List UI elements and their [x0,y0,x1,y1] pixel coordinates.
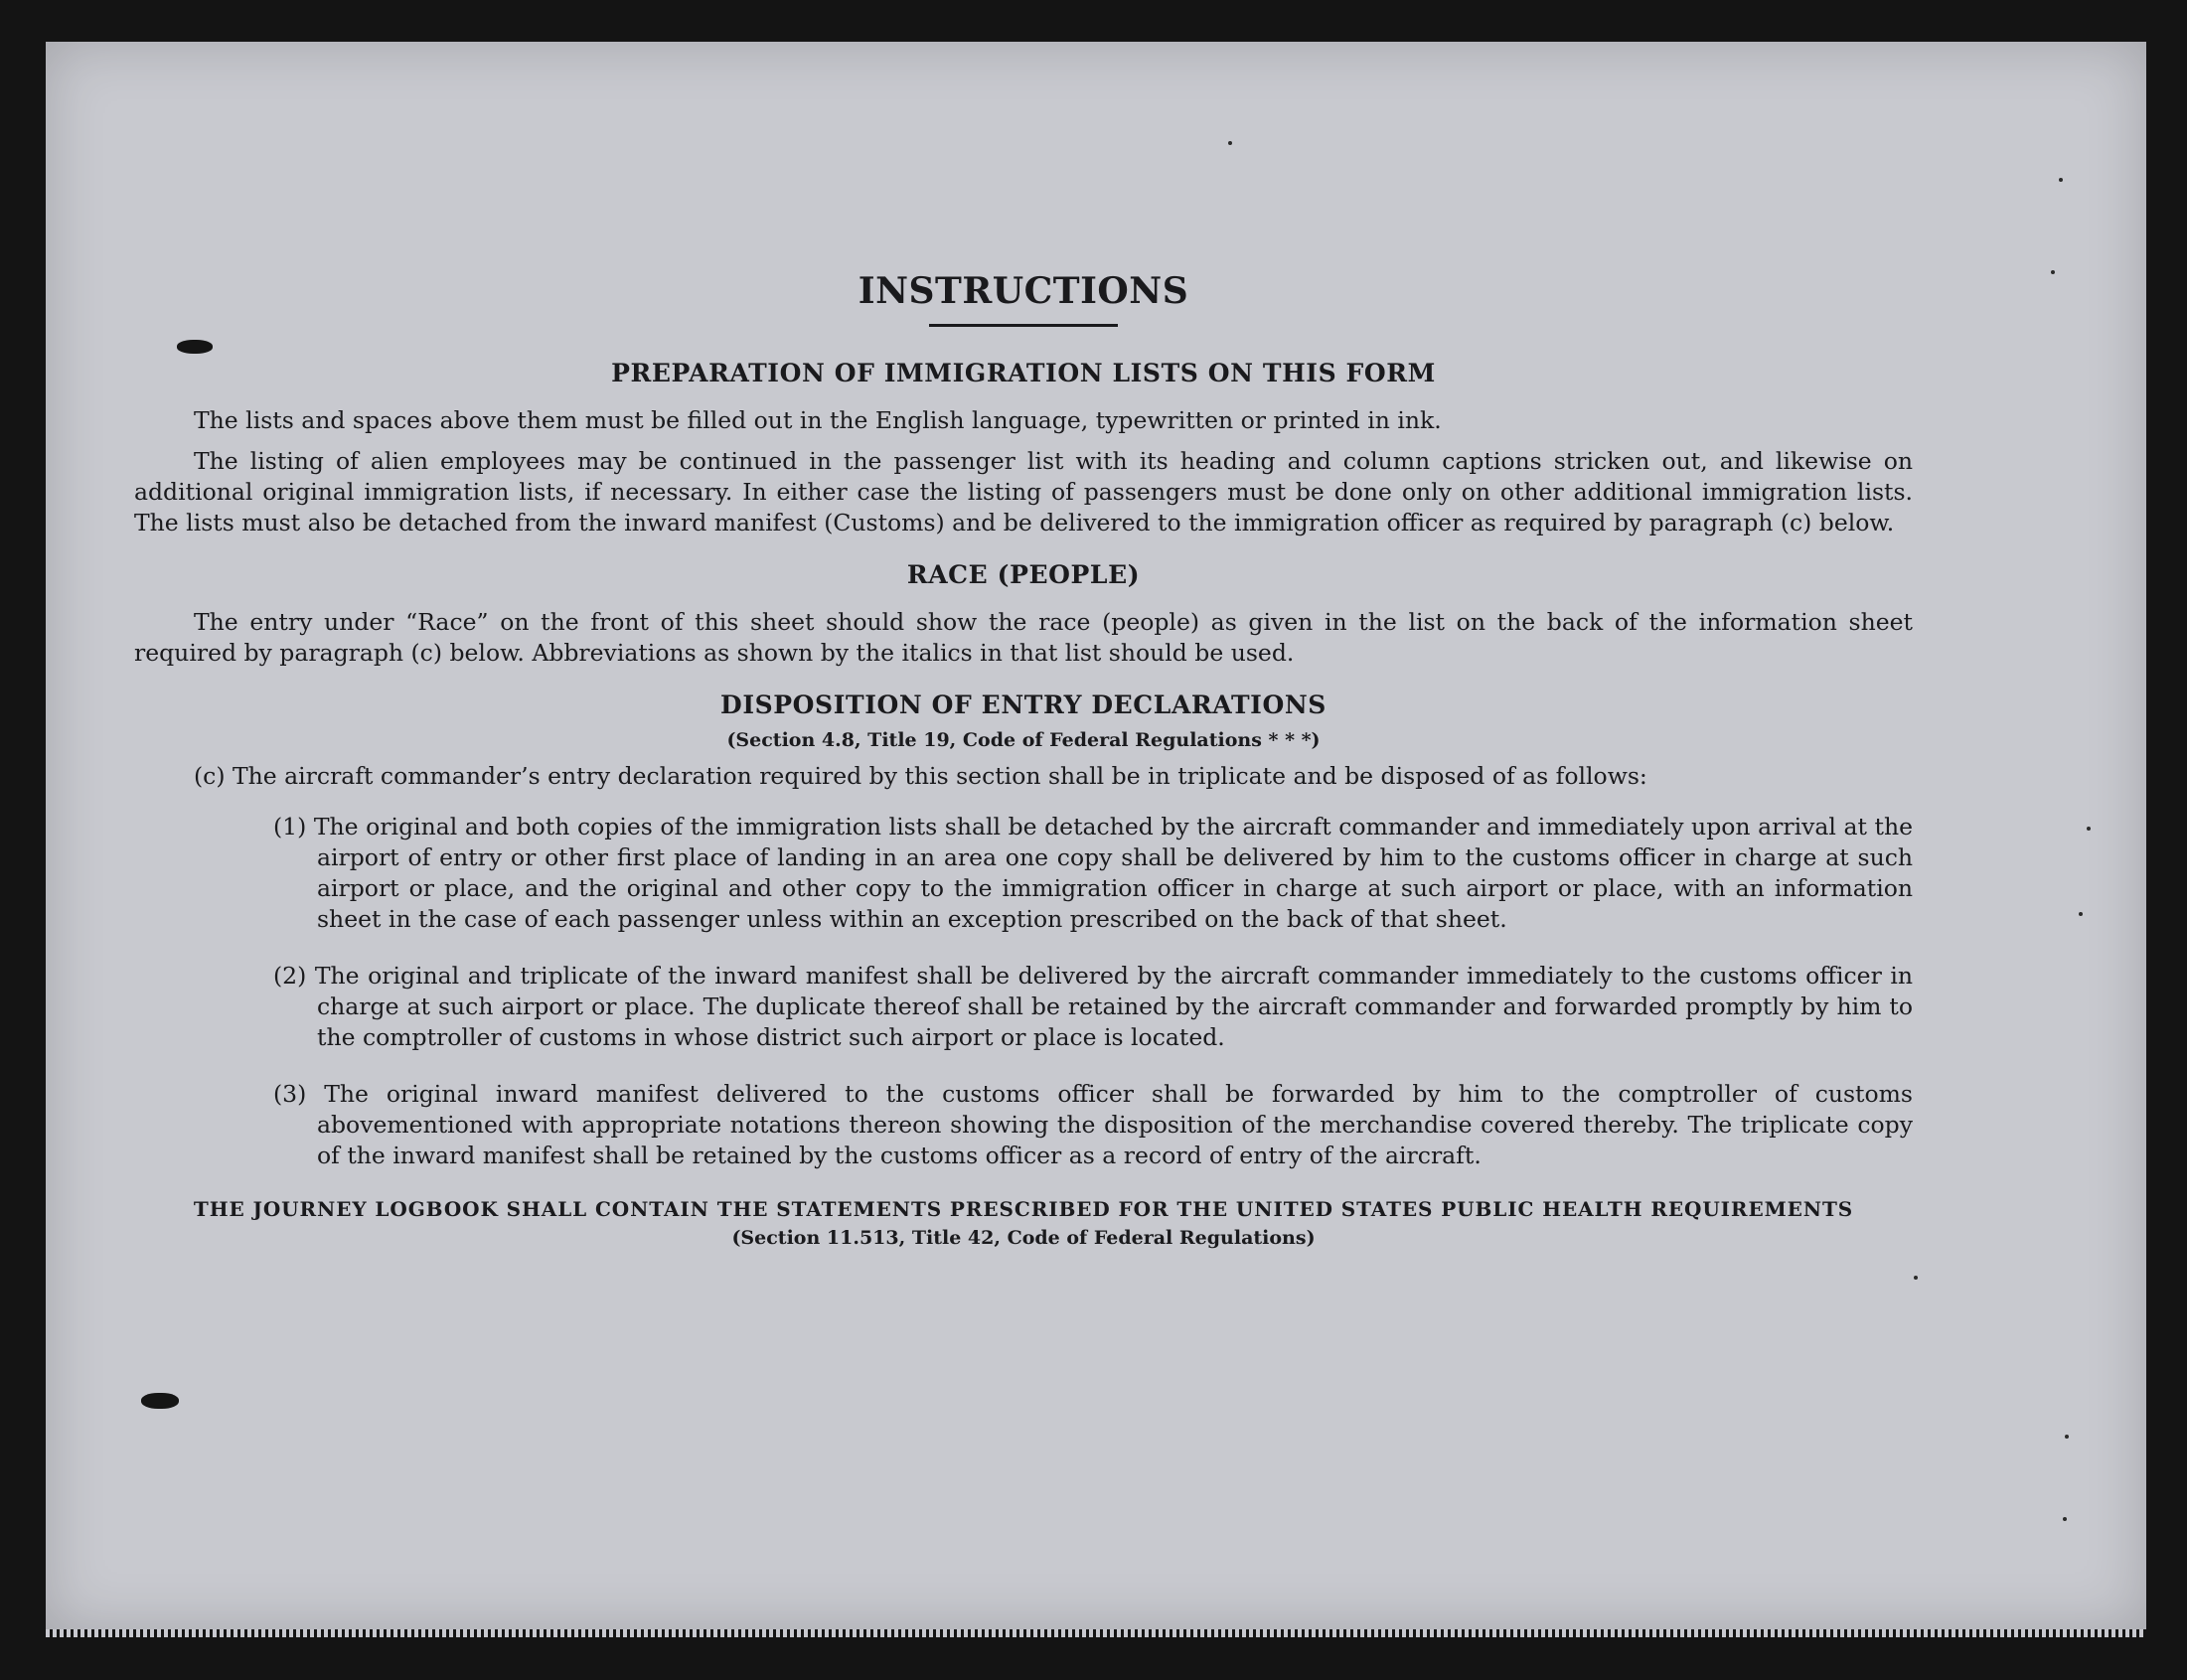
perforated-edge [46,1629,2146,1637]
preparation-heading: PREPARATION OF IMMIGRATION LISTS ON THIS FORM [611,359,1436,387]
health-requirements-notice: THE JOURNEY LOGBOOK SHALL CONTAIN THE STATEMENTS PRESCRIBED FOR THE UNITED STATES PUBLIC HEALTH REQUIREMENTS [193,1197,1854,1221]
list-item: (1) The original and both copies of the immigration lists shall be detached by the aircraft commander and immediately upon arrival at the airport of entry or other first place of landing in an area one copy shall be delivered by him to the customs officer in charge at such airport or place, and the original and other copy to the immigration officer in charge at such airport or place, with an information sheet in the case of each passenger unless within an exception prescribed on the back of that sheet. [273,813,1913,933]
preparation-paragraph-1: The lists and spaces above them must be filled out in the English language, typewritten or printed in ink. [194,406,1442,434]
speck [2059,178,2063,182]
speck [2051,270,2055,274]
disposition-intro: (c) The aircraft commander’s entry declaration required by this section shall be in triplicate and be disposed of as follows: [194,762,1647,790]
list-item: (2) The original and triplicate of the inward manifest shall be delivered by the aircraft commander immediately to the customs officer in charge at such airport or place. The duplicate thereof shall be retained by the aircraft commander and forwarded promptly by him to the comptroller of customs in whose district such airport or place is located. [273,962,1913,1051]
speck [1228,141,1232,145]
preparation-paragraph-2: The listing of alien employees may be continued in the passenger list with its heading and column captions stricken out, and likewise on additional original immigration lists, if necessary. In either case the listing of passengers must be done only on other additional immigration lists. The lists must also be detached from the inward manifest (Customs) and be delivered to the immigration officer as required by paragraph (c) below. [134,447,1913,536]
speck [2087,827,2091,831]
instructions-content [134,229,1913,1249]
disposition-citation: (Section 4.8, Title 19, Code of Federal Regulations * * *) [726,729,1321,751]
list-item: (3) The original inward manifest delivered to the customs officer shall be forwarded by him to the comptroller of customs abovementioned with appropriate notations thereon showing the disposition of the merchandise covered thereby. The triplicate copy of the inward manifest shall be retained by the customs officer as a record of entry of the aircraft. [273,1080,1913,1169]
disposition-heading: DISPOSITION OF ENTRY DECLARATIONS [720,690,1327,719]
speck [1914,1276,1918,1280]
title-underline [929,324,1118,327]
race-heading: RACE (PEOPLE) [906,560,1141,589]
page-title: INSTRUCTIONS [858,270,1189,312]
speck [2063,1517,2067,1521]
disposition-list [134,812,1913,1171]
health-requirements-citation: (Section 11.513, Title 42, Code of Federal Regulations) [731,1227,1316,1249]
left-margin-smudge-bottom [141,1393,179,1409]
speck [2065,1435,2069,1439]
race-paragraph: The entry under “Race” on the front of this sheet should show the race (people) as given in the list on the back of the information sheet required by paragraph (c) below. Abbreviations as shown by the italics in that list should be used. [134,608,1913,667]
speck [2079,912,2083,916]
